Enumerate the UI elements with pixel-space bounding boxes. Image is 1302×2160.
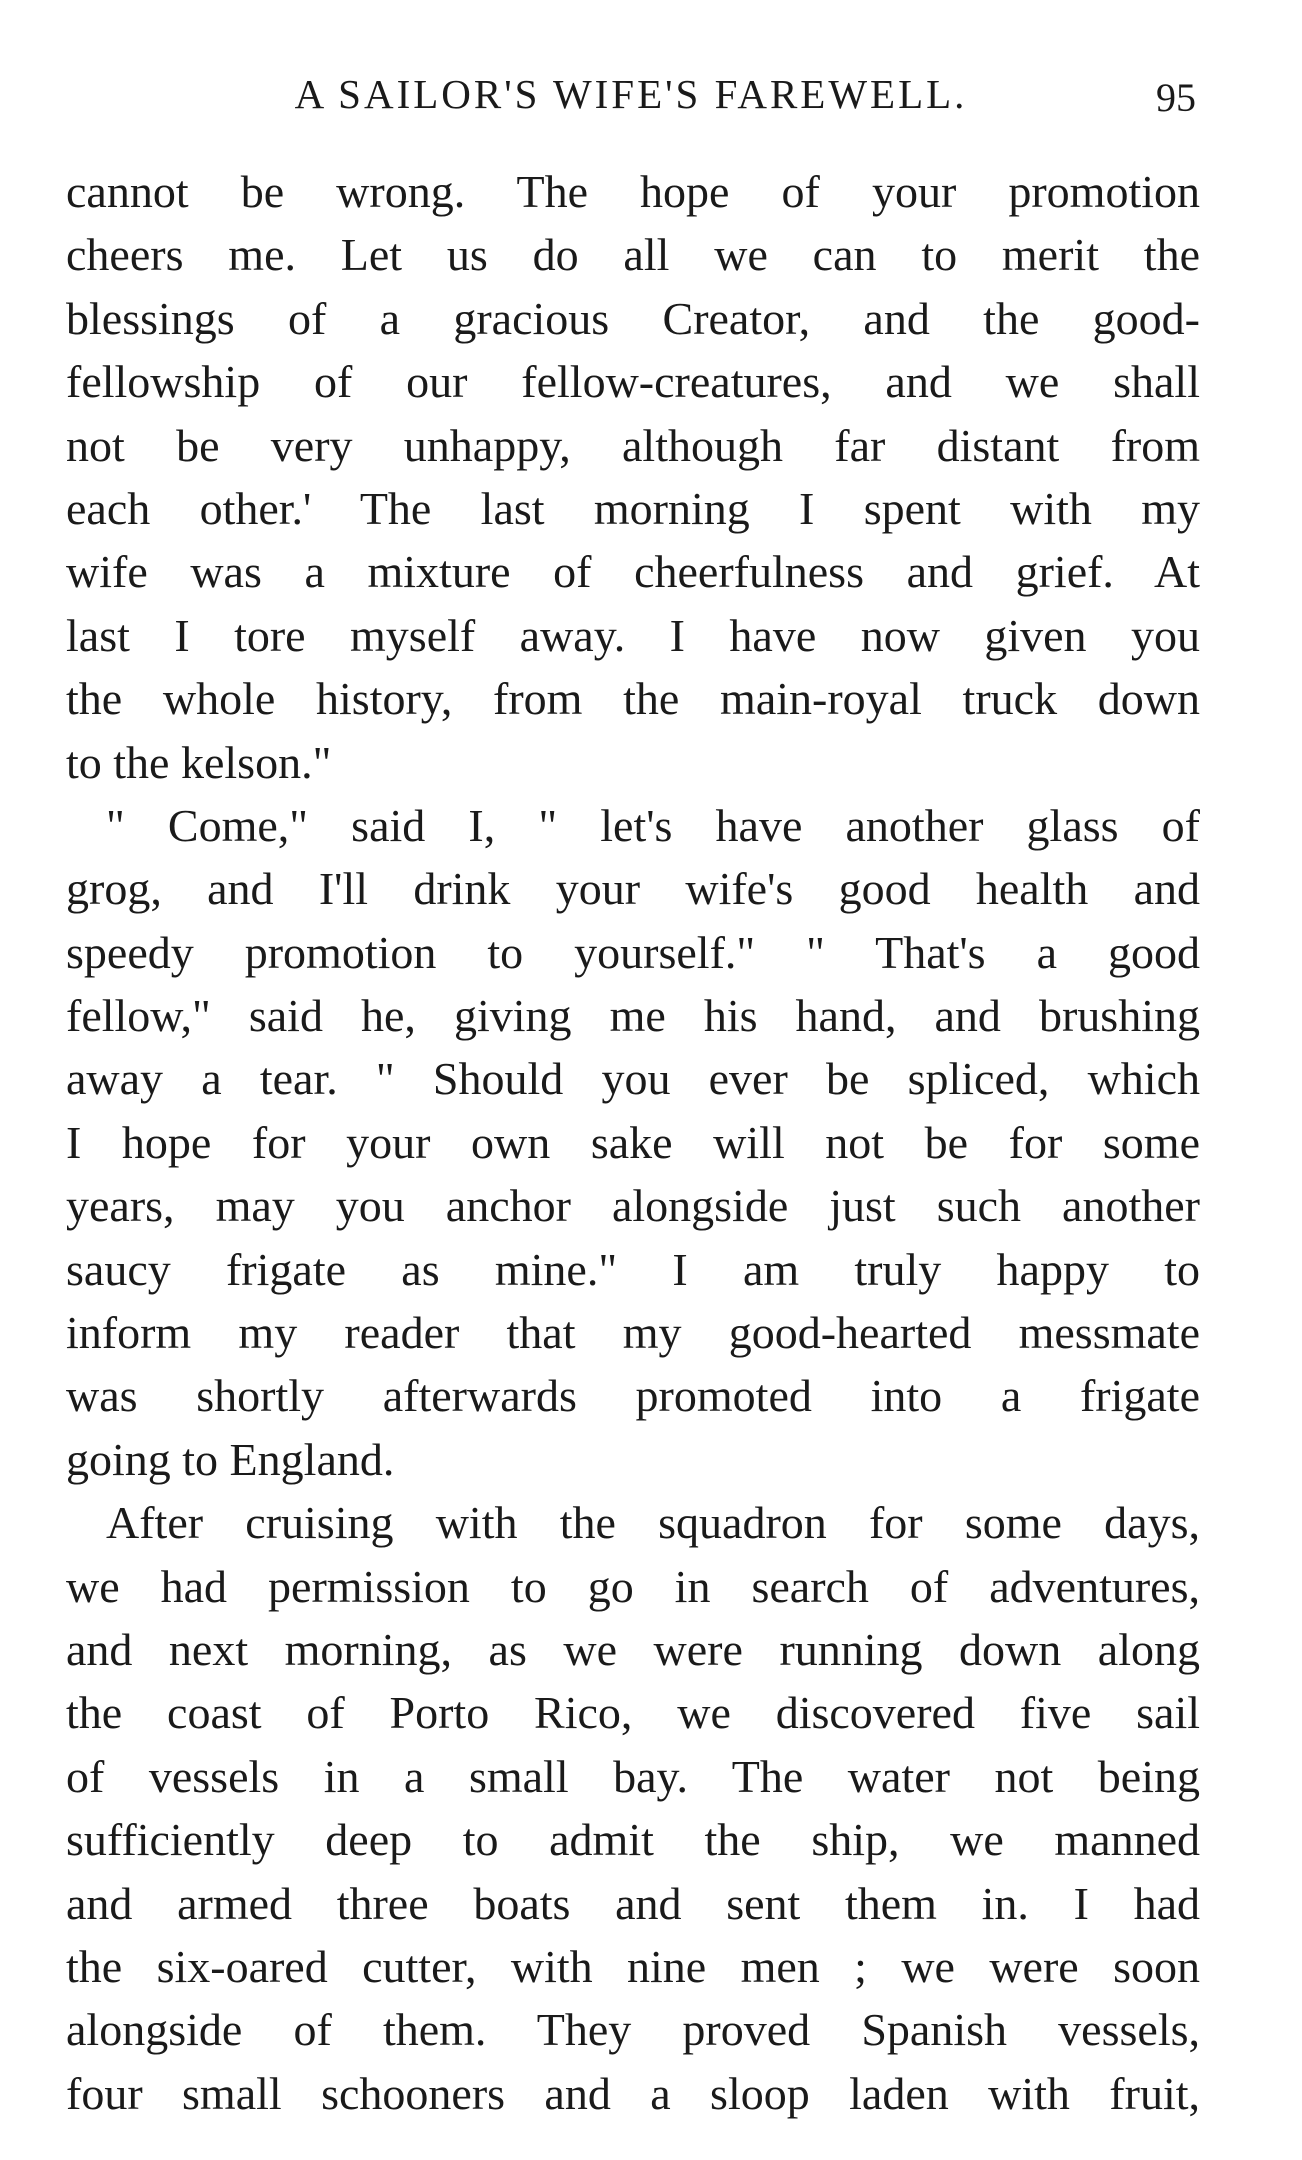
text-line: not be very unhappy, although far distant from	[66, 419, 1200, 471]
text-line: was shortly afterwards promoted into a frigate	[66, 1370, 1200, 1422]
text-line: inform my reader that my good-hearted messmate	[66, 1307, 1200, 1359]
text-line: cheers me. Let us do all we can to merit the	[66, 229, 1200, 281]
text-line: cannot be wrong. The hope of your promotion	[66, 166, 1200, 217]
chapter-running-title: A SAILOR'S WIFE'S FAREWELL.	[294, 71, 968, 117]
text-line: fellowship of our fellow-creatures, and we shall	[66, 356, 1200, 408]
text-line: years, may you anchor alongside just such another	[66, 1180, 1200, 1232]
text-line: saucy frigate as mine." I am truly happy to	[66, 1243, 1200, 1295]
text-line: each other.' The last morning I spent with my	[66, 482, 1200, 534]
text-line: the six-oared cutter, with nine men ; we were soon	[66, 1940, 1200, 1992]
body-text	[66, 160, 1200, 2125]
text-line: of vessels in a small bay. The water not being	[66, 1750, 1200, 1802]
paragraph-start-line: " Come," said I, " let's have another glass of	[106, 799, 1200, 851]
text-line: blessings of a gracious Creator, and the good-	[66, 292, 1200, 344]
text-line: and armed three boats and sent them in. I had	[66, 1877, 1200, 1929]
text-line: alongside of them. They proved Spanish vessels,	[66, 2004, 1200, 2056]
text-line: sufficiently deep to admit the ship, we manned	[66, 1814, 1200, 1866]
text-line: the whole history, from the main-royal truck down	[66, 673, 1200, 725]
page-number: 95	[1156, 75, 1196, 120]
text-line: wife was a mixture of cheerfulness and grief. At	[66, 546, 1200, 598]
text-line: four small schooners and a sloop laden with fruit,	[66, 2067, 1200, 2119]
text-line: going to England.	[66, 1433, 395, 1485]
text-line: last I tore myself away. I have now given you	[66, 609, 1200, 661]
text-line: and next morning, as we were running down along	[66, 1623, 1200, 1675]
text-line: I hope for your own sake will not be for some	[66, 1116, 1200, 1168]
text-line: the coast of Porto Rico, we discovered five sail	[66, 1687, 1200, 1739]
running-head	[66, 64, 1196, 124]
text-line: away a tear. " Should you ever be spliced, which	[66, 1053, 1200, 1105]
paragraph-start-line: After cruising with the squadron for some days,	[106, 1497, 1200, 1549]
text-line: we had permission to go in search of adventures,	[66, 1560, 1200, 1612]
text-line: speedy promotion to yourself." " That's a good	[66, 926, 1200, 978]
text-line: grog, and I'll drink your wife's good health and	[66, 863, 1200, 915]
text-line: fellow," said he, giving me his hand, and brushing	[66, 990, 1200, 1042]
text-line: to the kelson."	[66, 736, 332, 788]
